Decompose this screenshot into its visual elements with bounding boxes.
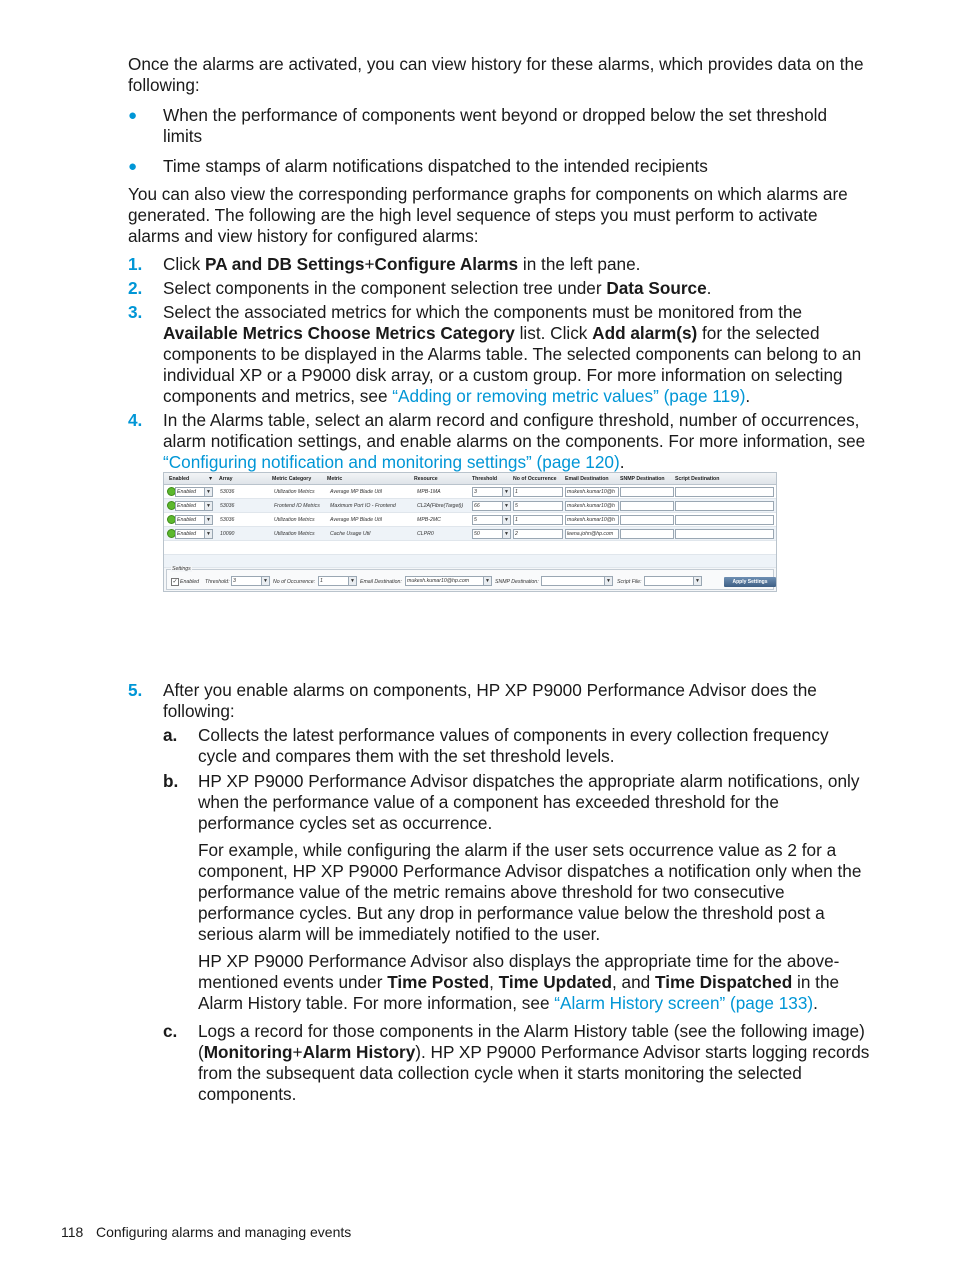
settings-snmp-select[interactable] (541, 576, 613, 586)
column-header: Enabled (169, 476, 190, 482)
step-number: 1. (128, 254, 143, 274)
alarms-table-screenshot (163, 472, 777, 592)
alarm-history-link[interactable]: “Alarm History screen” (page 133) (554, 993, 814, 1013)
bullet-icon: ● (128, 107, 138, 124)
column-header: Metric (327, 476, 343, 482)
snmp-input[interactable] (620, 487, 674, 497)
email-input[interactable]: mukesh.kumar10@h (565, 487, 619, 497)
settings-threshold-select[interactable]: 3 ▼ (231, 576, 270, 586)
step-2: 2. Select components in the component selection tree under Data Source. (128, 278, 712, 298)
steps-intro-paragraph: You can also view the corresponding performance graphs for components on which alarms are generated. The following are the high level sequence of steps you must perform to activate alarms and view history for configured alarms: (128, 184, 848, 246)
chevron-down-icon: ▼ (483, 577, 491, 585)
occurrence-input[interactable]: 2 (513, 529, 563, 539)
substep-letter: a. (163, 725, 178, 745)
settings-email-select[interactable]: mukesh.kumar10@hp.com ▼ (405, 576, 492, 586)
chevron-down-icon: ▼ (502, 530, 510, 538)
empty-row (164, 541, 776, 555)
document-body (128, 54, 870, 476)
document-body-continued (128, 680, 870, 1108)
column-header: Email Destination (565, 476, 609, 482)
script-input[interactable] (675, 487, 774, 497)
occurrence-input[interactable]: 1 (513, 515, 563, 525)
chevron-down-icon: ▼ (502, 516, 510, 524)
table-row[interactable]: Enabled ▼ 10090 Utilization Metrics Cache Usage Util CLPR0 50 ▼ 2 leena.john@hp.com (164, 527, 776, 541)
chevron-down-icon: ▼ (204, 530, 212, 538)
script-input[interactable] (675, 529, 774, 539)
intro-paragraph: Once the alarms are activated, you can view history for these alarms, which provides data on the following: (128, 54, 864, 95)
threshold-select[interactable]: 3 ▼ (472, 487, 511, 497)
footer-section-title: Configuring alarms and managing events (96, 1224, 352, 1240)
column-header: SNMP Destination (620, 476, 665, 482)
chevron-down-icon: ▼ (502, 502, 510, 510)
enabled-select[interactable]: Enabled ▼ (175, 515, 213, 525)
step-number: 2. (128, 278, 143, 298)
alarms-table-header (164, 473, 776, 485)
snmp-input[interactable] (620, 515, 674, 525)
substep-letter: c. (163, 1021, 178, 1041)
email-input[interactable]: leena.john@hp.com (565, 529, 619, 539)
step-number: 5. (128, 680, 143, 700)
page-number: 118 (61, 1224, 84, 1240)
threshold-select[interactable]: 50 ▼ (472, 529, 511, 539)
script-input[interactable] (675, 515, 774, 525)
chevron-down-icon: ▼ (204, 502, 212, 510)
chevron-down-icon: ▼ (693, 577, 701, 585)
chevron-down-icon: ▼ (204, 516, 212, 524)
settings-occurrence-select[interactable]: 1 ▼ (318, 576, 357, 586)
enabled-select[interactable]: Enabled ▼ (175, 487, 213, 497)
column-header: Metric Category (272, 476, 312, 482)
substep-c: c. Logs a record for those components in the Alarm History table (see the following image) (Monitoring+Alarm History). HP XP P9000 Performance Advisor starts logging records from the subsequent data collection cycle when it starts monitoring the selected components. (163, 1021, 870, 1104)
page-footer (61, 1223, 351, 1241)
step-1: 1. Click PA and DB Settings+Configure Alarms in the left pane. (128, 254, 641, 274)
table-row[interactable]: Enabled ▼ 53036 Utilization Metrics Average MP Blade Util MPB-2MC 5 ▼ 1 mukesh.kumar10@h (164, 513, 776, 527)
column-header: Resource (414, 476, 438, 482)
column-header: Script Destination (675, 476, 720, 482)
script-input[interactable] (675, 501, 774, 511)
snmp-input[interactable] (620, 501, 674, 511)
substep-b: b. HP XP P9000 Performance Advisor dispatches the appropriate alarm notifications, only when the performance value of a component has exceeded threshold for the performance cycles set as occurrence. For example, while configuring the alarm if the user sets occurrence value as 2 for a component, HP XP P9000 Performance Advisor dispatches a notification only when the performance value of the metric remains above threshold for two consecutive performance cycles. But any drop in performance value below the threshold post a serious alarm will be immediately notified to the user. HP XP P9000 Performance Advisor also displays the appropriate time for the above-mentioned events under Time Posted, Time Updated, and Time Dispatched in the Alarm History table. For more information, see “Alarm History screen” (page 133). (163, 771, 862, 1013)
step-number: 3. (128, 302, 143, 322)
threshold-select[interactable]: 5 ▼ (472, 515, 511, 525)
bullet-icon: ● (128, 158, 138, 175)
chevron-down-icon: ▼ (261, 577, 269, 585)
adding-metrics-link[interactable]: “Adding or removing metric values” (page 119) (392, 386, 746, 406)
notification-settings-link[interactable]: “Configuring notification and monitoring settings” (page 120) (163, 452, 620, 472)
chevron-down-icon: ▼ (604, 577, 612, 585)
substep-letter: b. (163, 771, 179, 791)
substep-a: a. Collects the latest performance values of components in every collection frequency cycle and compares them with the set threshold levels. (163, 725, 829, 766)
steps-list (128, 254, 870, 473)
column-header: No of Occurrence (513, 476, 557, 482)
bullet-list (128, 105, 870, 177)
column-header-arrow[interactable]: ▼ (208, 476, 214, 482)
enabled-checkbox[interactable]: ✓ (172, 579, 178, 585)
step-4: 4. In the Alarms table, select an alarm record and configure threshold, number of occurrences, alarm notification settings, and enable alarms on the components. For more information, see “Configuring notification and monitoring settings” (page 120). (128, 410, 866, 472)
table-row[interactable]: Enabled ▼ 53036 Frontend IO Metrics Maximum Port IO - Frontend CL2A(Fibre(Target)) 66 ▼ 5 mukesh.kumar10@h (164, 499, 776, 513)
occurrence-input[interactable]: 5 (513, 501, 563, 511)
threshold-select[interactable]: 66 ▼ (472, 501, 511, 511)
email-input[interactable]: mukesh.kumar10@h (565, 515, 619, 525)
settings-panel: Settings ✓ Enabled Threshold: 3 ▼ No of Occurrence: 1 ▼ Email Destination: mukesh.kumar10@hp.com ▼ SNMP Destination: ▼ Script File: ▼ Apply Settings (166, 569, 774, 590)
settings-legend: Settings (172, 566, 191, 572)
chevron-down-icon: ▼ (204, 488, 212, 496)
empty-row (164, 555, 776, 568)
snmp-input[interactable] (620, 529, 674, 539)
enabled-select[interactable]: Enabled ▼ (175, 529, 213, 539)
step-3: 3. Select the associated metrics for which the components must be monitored from the Available Metrics Choose Metrics Category list. Click Add alarm(s) for the selected components to be displayed in the Alarms table. The selected components can belong to an individual XP or a P9000 disk array, or a custom group. For more information on selecting components and metrics, see “Adding or removing metric values” (page 119). (128, 302, 862, 406)
chevron-down-icon: ▼ (502, 488, 510, 496)
chevron-down-icon: ▼ (348, 577, 356, 585)
enabled-select[interactable]: Enabled ▼ (175, 501, 213, 511)
settings-script-select[interactable] (644, 576, 702, 586)
email-input[interactable]: mukesh.kumar10@h (565, 501, 619, 511)
column-header: Array (219, 476, 233, 482)
step-5: 5. After you enable alarms on components, HP XP P9000 Performance Advisor does the following: a. Collects the latest performance values of components in every collection frequency cycle and compares them with the set threshold levels. b. HP XP P9000 Performance Advisor dispatches the appropriate alarm notifications, only when the performance value of a component has exceeded threshold for the performance cycles set as occurrence. For example, while configuring the alarm if the user sets occurrence value as 2 for a component, HP XP P9000 Performance Advisor dispatches a notification only when the performance value of the metric remains above threshold for two consecutive performance cycles. But any drop in performance value below the threshold post a serious alarm will be immediately notified to the user. HP XP P9000 Performance Advisor also displays the appropriate time for the above-mentioned events under Time Posted, Time Updated, and Time Dispatched in the Alarm History table. For more information, see “Alarm History screen” (page 133). c. Logs a record for those components in the Alarm History table (see the following image) (Monitoring+Alarm History). HP XP P9000 Performance Advisor starts logging records from the subsequent data collection cycle when it starts monitoring the selected components. (128, 680, 870, 1104)
table-row[interactable]: Enabled ▼ 53036 Utilization Metrics Average MP Blade Util MPB-1MA 3 ▼ 1 mukesh.kumar10@h (164, 485, 776, 499)
apply-settings-button[interactable]: Apply Settings (724, 577, 776, 587)
column-header: Threshold (472, 476, 498, 482)
bullet-item: ● Time stamps of alarm notifications dispatched to the intended recipients (128, 156, 708, 176)
bullet-item: ● When the performance of components went beyond or dropped below the set threshold limits (128, 105, 828, 146)
step-number: 4. (128, 410, 143, 430)
occurrence-input[interactable]: 1 (513, 487, 563, 497)
